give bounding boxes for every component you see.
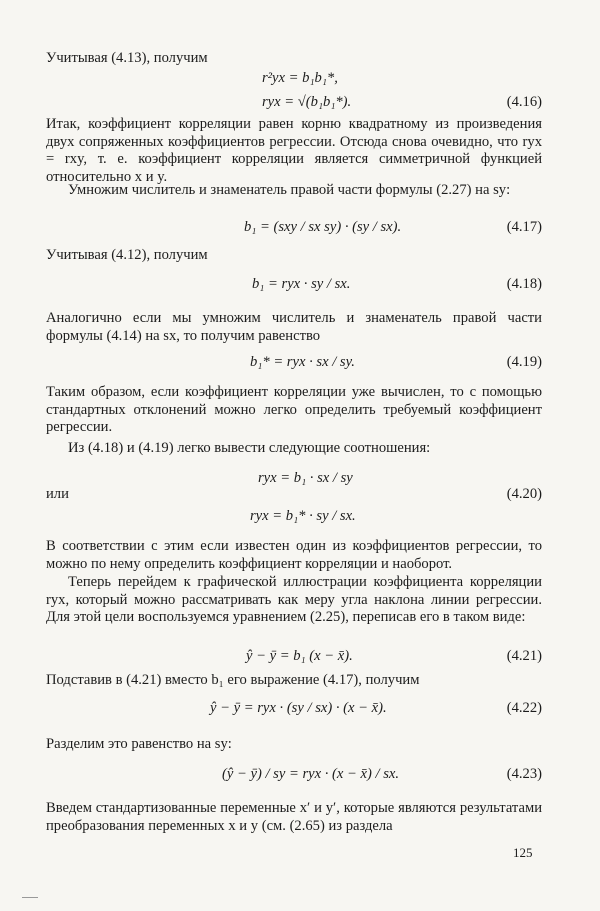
paragraph-analog: Аналогично если мы умножим числитель и знаменатель правой части формулы (4.14) на sx, то получим равенство bbox=[46, 310, 542, 344]
equation-4-20b: ryx = b₁* · sy / sx. bbox=[250, 508, 356, 524]
word-or: или bbox=[46, 486, 69, 502]
paragraph-vvedem: Введем стандартизованные переменные x′ и y′, которые являются результатами преобразования переменных x и y (см. (2.65) из раздела bbox=[46, 800, 542, 834]
paragraph-itak: Итак, коэффициент корреляции равен корню квадратному из произведения двух сопряженных коэффициентов регрессии. Отсюда снова очевидно, что ryx = rxy, т. е. коэффициент корреляции является симметричной функцией относительно x и y. bbox=[46, 116, 542, 185]
paragraph-takim: Таким образом, если коэффициент корреляции уже вычислен, то с помощью стандартных отклонений можно легко определить требуемый коэффициент регрессии. bbox=[46, 384, 542, 435]
equation-number-4-20: (4.20) bbox=[506, 486, 542, 502]
paragraph-sootvetstvie: В соответствии с этим если известен один из коэффициентов регрессии, то можно по нему определить коэффициент корреляции и наоборот. bbox=[46, 538, 542, 572]
equation-number-4-18: (4.18) bbox=[506, 276, 542, 292]
equation-4-16: ryx = √(b₁b₁*). bbox=[262, 94, 352, 110]
page-number: 125 bbox=[513, 845, 533, 860]
equation-number-4-17: (4.17) bbox=[506, 219, 542, 235]
equation-4-23: (ŷ − ȳ) / sy = ryx · (x − x̄) / sx. bbox=[222, 766, 400, 782]
paragraph-multiply: Умножим числитель и знаменатель правой части формулы (2.27) на sy: bbox=[68, 182, 511, 198]
equation-r-squared: r²yx = b₁b₁*, bbox=[262, 70, 338, 86]
equation-4-22: ŷ − ȳ = ryx · (sy / sx) · (x − x̄). bbox=[210, 700, 387, 716]
equation-number-4-19: (4.19) bbox=[506, 354, 542, 370]
equation-number-4-21: (4.21) bbox=[506, 648, 542, 664]
line-considering-4-12: Учитывая (4.12), получим bbox=[46, 247, 208, 263]
equation-4-17: b₁ = (sxy / sx sy) · (sy / sx). bbox=[244, 219, 402, 235]
equation-4-21: ŷ − ȳ = b₁ (x − x̄). bbox=[246, 648, 353, 664]
intro-line: Учитывая (4.13), получим bbox=[46, 50, 208, 66]
equation-4-18: b₁ = ryx · sy / sx. bbox=[252, 276, 351, 292]
equation-4-19: b₁* = ryx · sx / sy. bbox=[250, 354, 355, 370]
line-substitute: Подставив в (4.21) вместо b₁ его выражение (4.17), получим bbox=[46, 672, 420, 688]
equation-number-4-16: (4.16) bbox=[506, 94, 542, 110]
paragraph-teper: Теперь перейдем к графической иллюстрации коэффициента корреляции ryx, который можно рассматривать как меру угла наклона линии регрессии. Для этой цели воспользуемся уравнением (2.25), переписав его в таком виде: bbox=[46, 574, 542, 625]
equation-number-4-22: (4.22) bbox=[506, 700, 542, 716]
paragraph-iz: Из (4.18) и (4.19) легко вывести следующие соотношения: bbox=[68, 440, 431, 456]
equation-number-4-23: (4.23) bbox=[506, 766, 542, 782]
page-edge-mark bbox=[22, 897, 38, 898]
line-divide: Разделим это равенство на sy: bbox=[46, 736, 232, 752]
equation-4-20a: ryx = b₁ · sx / sy bbox=[258, 470, 353, 486]
